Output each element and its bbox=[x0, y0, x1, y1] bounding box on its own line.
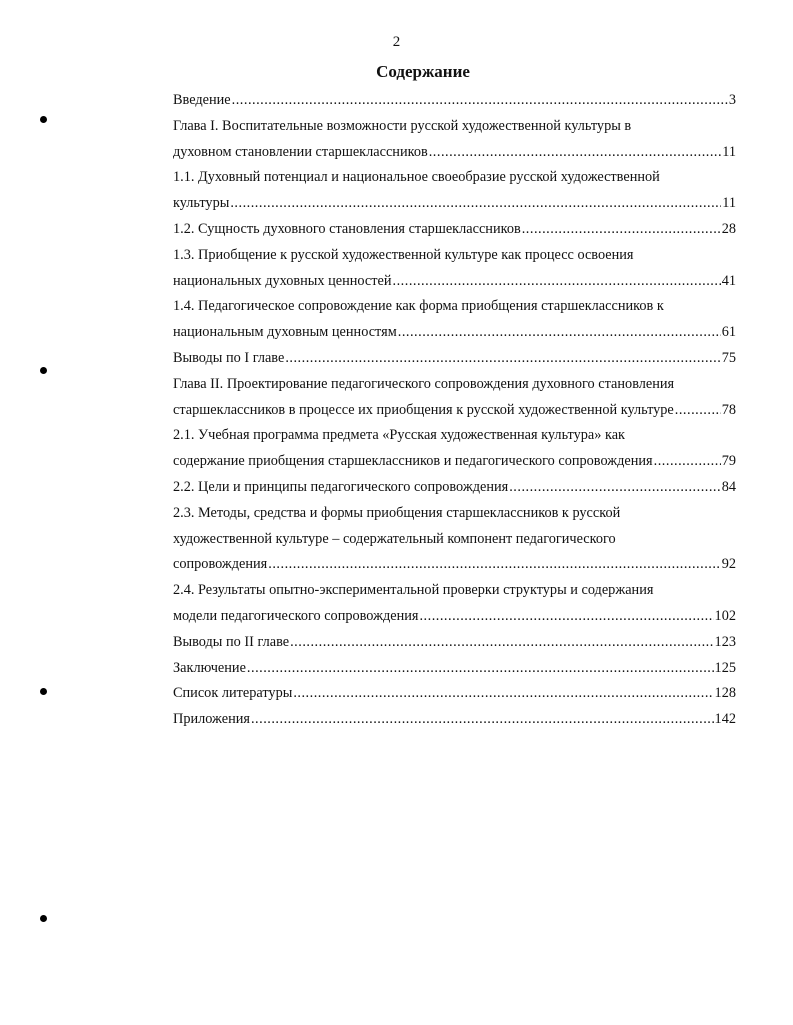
toc-entry[interactable] bbox=[173, 346, 736, 372]
dot-leader bbox=[290, 630, 713, 656]
dot-leader bbox=[654, 449, 721, 475]
toc-entry-text: Введение bbox=[173, 92, 231, 108]
dot-leader bbox=[675, 398, 721, 424]
toc-entry-text: модели педагогического сопровождения bbox=[173, 607, 419, 624]
toc-entry[interactable] bbox=[173, 630, 736, 656]
toc-entry-text: 1.2. Сущность духовного становления старшеклассников bbox=[173, 220, 521, 237]
dot-leader bbox=[509, 475, 720, 501]
dot-leader bbox=[419, 604, 713, 630]
toc-entry-page: 11 bbox=[722, 195, 736, 212]
toc-entry[interactable] bbox=[173, 475, 736, 501]
toc-entry-page: 92 bbox=[721, 556, 736, 573]
toc-entry[interactable] bbox=[173, 423, 736, 475]
margin-bullet bbox=[40, 915, 47, 922]
toc-entry-line bbox=[173, 656, 736, 682]
toc-entry-page: 75 bbox=[721, 349, 736, 366]
toc-entry-text: 1.1. Духовный потенциал и национальное своеобразие русской художественной bbox=[173, 169, 660, 186]
toc-entry-text: 1.4. Педагогическое сопровождение как форма приобщения старшеклассников к bbox=[173, 298, 664, 315]
dot-leader bbox=[251, 707, 714, 733]
toc-entry-page: 41 bbox=[721, 272, 736, 289]
dot-leader bbox=[393, 269, 721, 295]
toc-entry-line bbox=[173, 475, 736, 501]
toc-entry-text: 2.4. Результаты опытно-экспериментальной проверки структуры и содержания bbox=[173, 582, 654, 599]
toc-entry-page: 28 bbox=[721, 220, 736, 237]
toc-entry[interactable] bbox=[173, 114, 736, 166]
toc-entry[interactable] bbox=[173, 707, 736, 733]
toc-entry-line bbox=[173, 630, 736, 656]
toc-entry-line bbox=[173, 346, 736, 372]
toc-entry[interactable] bbox=[173, 243, 736, 295]
toc-entry-text: 2.3. Методы, средства и формы приобщения старшеклассников к русской bbox=[173, 504, 621, 521]
toc-entry-text: культуры bbox=[173, 195, 230, 212]
page-number: 2 bbox=[392, 34, 401, 50]
toc-entry-text: 1.3. Приобщение к русской художественной культуре как процесс освоения bbox=[173, 246, 634, 263]
toc-entry-page: 84 bbox=[721, 478, 736, 495]
toc-entry-line bbox=[173, 707, 736, 733]
toc-entry-page: 79 bbox=[721, 453, 736, 470]
toc-entry-text: Выводы по I главе bbox=[173, 349, 285, 366]
toc-entry-text: национальных духовных ценностей bbox=[173, 272, 392, 289]
toc-entry-text: Глава II. Проектирование педагогического сопровождения духовного становления bbox=[173, 375, 675, 392]
toc-title: Содержание bbox=[376, 62, 470, 81]
toc-entry-page: 102 bbox=[714, 607, 736, 624]
toc-entry-page: 11 bbox=[722, 143, 736, 160]
toc-entry-line bbox=[173, 681, 736, 707]
toc-entry-page: 123 bbox=[714, 633, 736, 650]
toc-entry-text: 2.2. Цели и принципы педагогического сопровождения bbox=[173, 478, 509, 495]
table-of-contents bbox=[173, 88, 736, 733]
dot-leader bbox=[398, 320, 721, 346]
toc-entry-line bbox=[173, 604, 736, 630]
toc-entry-page: 142 bbox=[714, 711, 736, 728]
toc-entry-page: 3 bbox=[728, 92, 736, 108]
toc-entry-page: 78 bbox=[721, 401, 736, 418]
margin-bullet bbox=[40, 367, 47, 374]
toc-entry-text: содержание приобщения старшеклассников и педагогического сопровождения bbox=[173, 453, 653, 470]
dot-leader bbox=[522, 217, 721, 243]
toc-entry-line bbox=[173, 140, 736, 166]
toc-entry[interactable] bbox=[173, 217, 736, 243]
toc-entry-line bbox=[173, 191, 736, 217]
toc-entry-line bbox=[173, 552, 736, 578]
toc-entry-page: 125 bbox=[714, 659, 736, 676]
toc-entry-text: Список литературы bbox=[173, 685, 293, 702]
margin-bullet bbox=[40, 116, 47, 123]
dot-leader bbox=[232, 88, 728, 114]
dot-leader bbox=[429, 140, 722, 166]
dot-leader bbox=[268, 552, 720, 578]
toc-entry-page: 128 bbox=[714, 685, 736, 702]
dot-leader bbox=[285, 346, 720, 372]
toc-entry-text: духовном становлении старшеклассников bbox=[173, 143, 428, 160]
dot-leader bbox=[247, 656, 714, 682]
toc-entry[interactable] bbox=[173, 578, 736, 630]
toc-entry[interactable] bbox=[173, 501, 736, 578]
toc-entry-text: Заключение bbox=[173, 659, 246, 676]
toc-entry-text: Выводы по II главе bbox=[173, 633, 290, 650]
toc-entry-text: Приложения bbox=[173, 711, 250, 728]
toc-entry-page: 61 bbox=[721, 324, 736, 341]
toc-entry-line bbox=[173, 269, 736, 295]
toc-entry-text: художественной культуре – содержательный компонент педагогического bbox=[173, 530, 616, 547]
dot-leader bbox=[293, 681, 713, 707]
toc-entry[interactable] bbox=[173, 656, 736, 682]
margin-bullet bbox=[40, 688, 47, 695]
toc-entry-text: Глава I. Воспитательные возможности русской художественной культуры в bbox=[173, 117, 632, 134]
toc-entry-text: 2.1. Учебная программа предмета «Русская художественная культура» как bbox=[173, 427, 625, 444]
toc-entry-text: национальным духовным ценностям bbox=[173, 324, 397, 341]
toc-entry-text: сопровождения bbox=[173, 556, 268, 573]
toc-entry[interactable] bbox=[173, 372, 736, 424]
toc-entry[interactable] bbox=[173, 294, 736, 346]
dot-leader bbox=[230, 191, 721, 217]
toc-entry-line bbox=[173, 449, 736, 475]
toc-entry[interactable] bbox=[173, 88, 736, 114]
toc-entry-line bbox=[173, 88, 736, 114]
toc-entry[interactable] bbox=[173, 165, 736, 217]
toc-entry-line bbox=[173, 320, 736, 346]
toc-entry-line bbox=[173, 217, 736, 243]
toc-entry-line bbox=[173, 398, 736, 424]
toc-entry[interactable] bbox=[173, 681, 736, 707]
toc-entry-text: старшеклассников в процессе их приобщения к русской художественной культуре bbox=[173, 401, 674, 418]
